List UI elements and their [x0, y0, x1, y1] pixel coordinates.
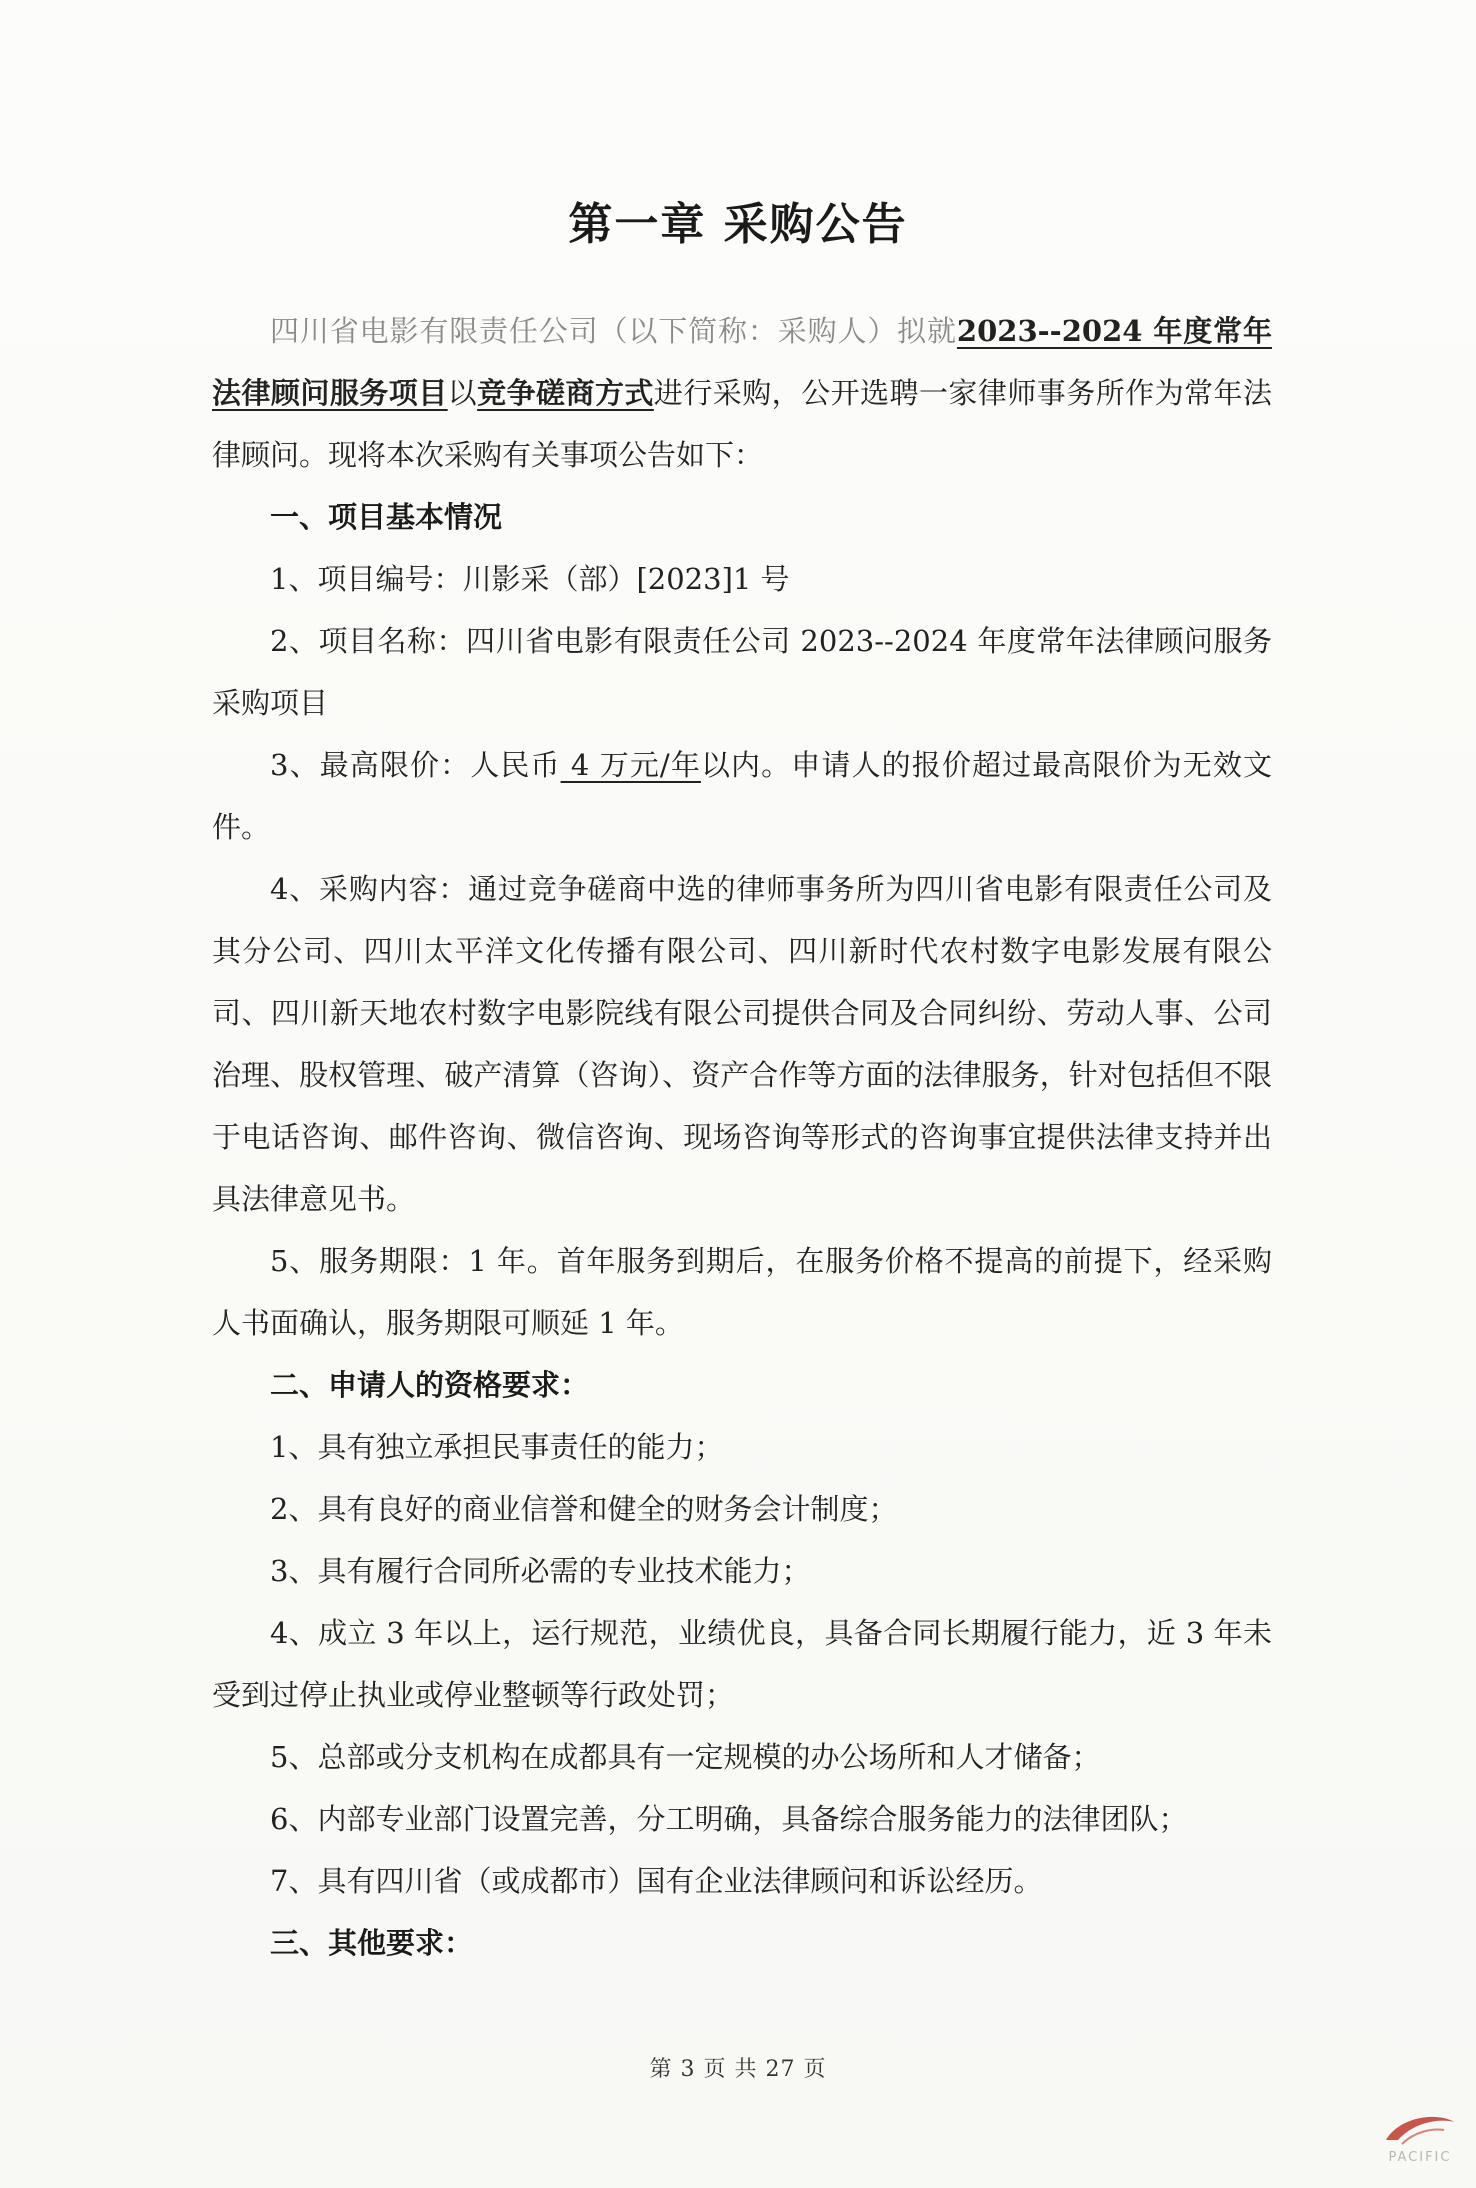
watermark-text: PACIFIC [1388, 2150, 1452, 2165]
item-project-name: 2、项目名称：四川省电影有限责任公司 2023--2024 年度常年法律顾问服务采购项目 [212, 624, 1272, 720]
qualification-item: 5、总部或分支机构在成都具有一定规模的办公场所和人才储备； [270, 1740, 1101, 1774]
max-price-amount: 4 万元/年 [560, 748, 701, 782]
intro-text-faded: 四川省电影有限责任公司（以下简称：采购人）拟就 [270, 314, 957, 348]
item-project-number: 1、项目编号：川影采（部）[2023]1 号 [270, 562, 790, 596]
procurement-method-underlined: 竞争磋商方式 [477, 376, 654, 410]
page-title: 第一章 采购公告 [568, 199, 908, 250]
page-number-footer: 第 3 页 共 27 页 [649, 2057, 827, 2082]
qualification-item: 4、成立 3 年以上，运行规范，业绩优良，具备合同长期履行能力，近 3 年未受到过停止执业或停业整顿等行政处罚； [212, 1616, 1272, 1712]
qualification-item: 1、具有独立承担民事责任的能力； [270, 1430, 724, 1464]
qualification-item: 7、具有四川省（或成都市）国有企业法律顾问和诉讼经历。 [270, 1864, 1043, 1898]
logo-swoosh-icon [1380, 2110, 1460, 2152]
section-heading-basic-info: 一、项目基本情况 [270, 500, 503, 534]
intro-paragraph [212, 300, 1272, 486]
max-price-label: 3、最高限价：人民币 [270, 748, 561, 782]
intro-text-connector: 以 [447, 376, 478, 410]
qualification-item: 3、具有履行合同所必需的专业技术能力； [270, 1554, 811, 1588]
project-name-underlined: 2023--2024 年度常年法律顾问服务项目 [212, 314, 1272, 410]
item-procurement-content: 4、采购内容：通过竞争磋商中选的律师事务所为四川省电影有限责任公司及其分公司、四川太平洋文化传播有限公司、四川新时代农村数字电影发展有限公司、四川新天地农村数字电影院线有限公司提供合同及合同纠纷、劳动人事、公司治理、股权管理、破产清算（咨询）、资产合作等方面的法律服务，针对包括但不限于电话咨询、邮件咨询、微信咨询、现场咨询等形式的咨询事宜提供法律支持并出具法律意见书。 [212, 872, 1272, 1216]
max-price-note: 以内。申请人的报价超过最高限价为无效文件。 [212, 748, 1272, 844]
section-heading-qualifications: 二、申请人的资格要求： [270, 1368, 590, 1402]
intro-text-rest: 进行采购，公开选聘一家律师事务所作为常年法律顾问。现将本次采购有关事项公告如下： [212, 376, 1272, 472]
item-max-price [212, 734, 1272, 858]
item-service-term: 5、服务期限：1 年。首年服务到期后，在服务价格不提高的前提下，经采购人书面确认，服务期限可顺延 1 年。 [212, 1244, 1272, 1340]
qualification-item: 2、具有良好的商业信誉和健全的财务会计制度； [270, 1492, 898, 1526]
pacific-logo-watermark [1380, 2110, 1460, 2180]
qualification-item: 6、内部专业部门设置完善，分工明确，具备综合服务能力的法律团队； [270, 1802, 1188, 1836]
section-heading-other-requirements: 三、其他要求： [270, 1926, 474, 1960]
document-body [212, 300, 1272, 1974]
